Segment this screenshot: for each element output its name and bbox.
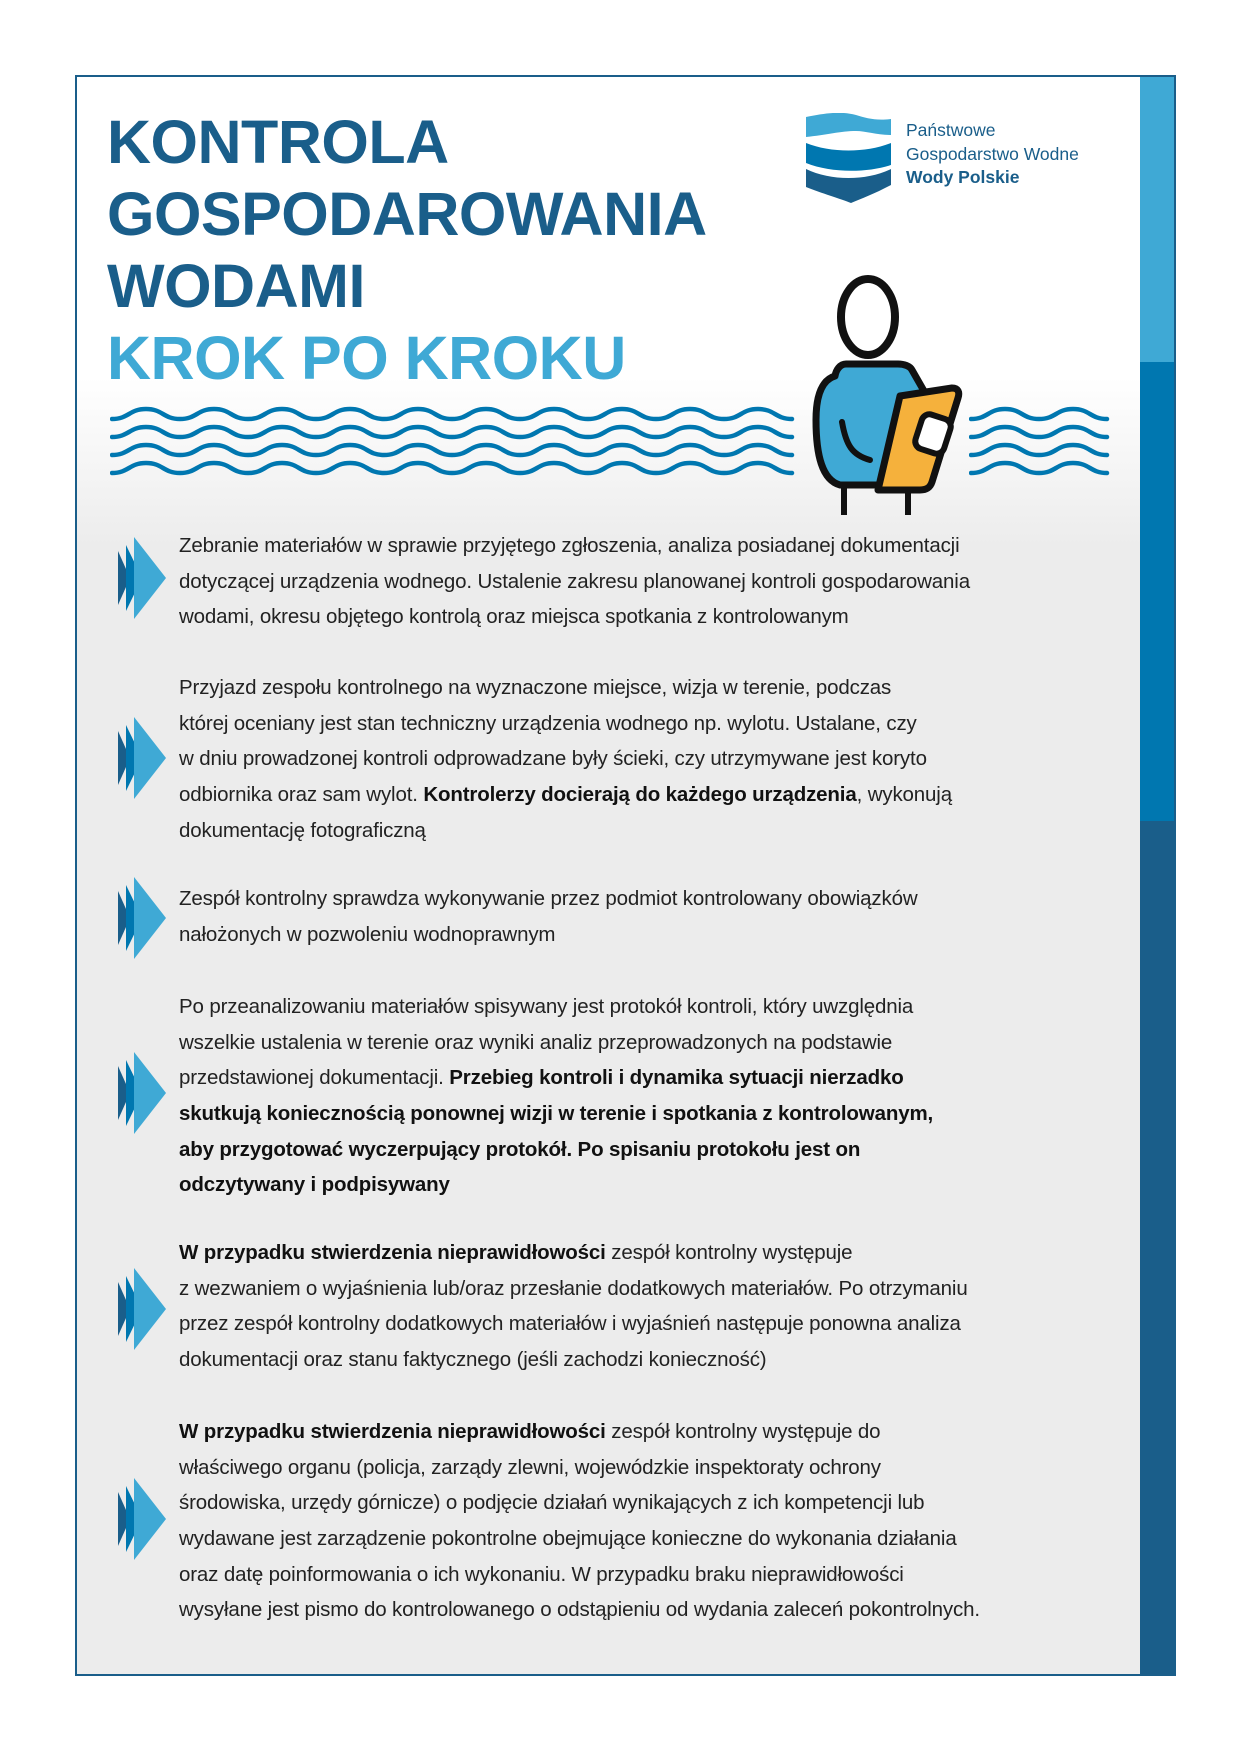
title-line: GOSPODAROWANIA xyxy=(107,180,707,248)
sidebar-dark-segment xyxy=(1140,821,1174,1674)
wave-line xyxy=(971,445,1107,455)
body-text: wysyłane jest pismo do kontrolowanego o odstąpieniu od wydania zaleceń pokontrolnych. xyxy=(179,1598,980,1622)
step-line xyxy=(179,1271,1119,1307)
step-line xyxy=(179,1485,1119,1521)
step-line xyxy=(179,813,1119,849)
step-arrow-icon xyxy=(116,1478,168,1560)
emphasis-text: W przypadku stwierdzenia nieprawidłowości xyxy=(179,1241,606,1264)
step-line xyxy=(179,1167,1119,1203)
step-arrow-icon xyxy=(116,717,168,799)
step-line xyxy=(179,1235,1119,1271)
step-text xyxy=(179,528,1119,635)
logo-line: Państwowe xyxy=(906,120,996,140)
sidebar-light-segment xyxy=(1140,77,1174,362)
body-text: Przyjazd zespołu kontrolnego na wyznaczone miejsce, wizja w terenie, podczas xyxy=(179,676,892,699)
body-text: , wykonują xyxy=(856,783,952,807)
wave-line xyxy=(112,445,792,455)
body-text: wydawane jest zarządzenie pokontrolne obejmujące konieczne do wykonania działania xyxy=(179,1527,957,1551)
step-text xyxy=(179,670,1119,848)
emphasis-text: Przebieg kontroli i dynamika sytuacji nierzadko xyxy=(449,1066,904,1090)
step-line xyxy=(179,917,1119,953)
step-line xyxy=(179,777,1119,813)
step-line xyxy=(179,599,1119,635)
body-text: z wezwaniem o wyjaśnienia lub/oraz przesłanie dodatkowych materiałów. Po otrzymaniu xyxy=(179,1276,968,1300)
body-text: dokumentację fotograficzną xyxy=(179,818,426,842)
step-text xyxy=(179,989,1119,1203)
title-line: KONTROLA xyxy=(107,108,449,176)
body-text: Zespół kontrolny sprawdza wykonywanie przez podmiot kontrolowany obowiązków xyxy=(179,887,918,910)
step-text xyxy=(179,1414,1119,1628)
step-line xyxy=(179,1592,1119,1628)
step-arrow-icon xyxy=(116,877,168,959)
wody-polskie-logo-icon xyxy=(806,113,896,203)
step-line xyxy=(179,1521,1119,1557)
emphasis-text: W przypadku stwierdzenia nieprawidłowości xyxy=(179,1420,606,1443)
wave-line xyxy=(112,409,792,419)
body-text: zespół kontrolny występuje do xyxy=(605,1420,881,1443)
step-line xyxy=(179,670,1119,706)
body-text: właściwego organu (policja, zarządy zlewni, wojewódzkie inspektoraty ochrony xyxy=(179,1455,881,1479)
page-subtitle: KROK PO KROKU xyxy=(107,324,626,392)
body-text: Po przeanalizowaniu materiałów spisywany jest protokół kontroli, który uwzględnia xyxy=(179,995,914,1018)
logo-line: Gospodarstwo Wodne xyxy=(906,143,1079,164)
inspector-with-clipboard-icon xyxy=(800,270,970,520)
title-line: WODAMI xyxy=(107,252,365,320)
wave-line xyxy=(971,463,1107,473)
page-title xyxy=(107,106,707,394)
step-text xyxy=(179,881,1119,952)
waves-left-icon xyxy=(110,405,800,485)
body-text: zespół kontrolny występuje xyxy=(605,1241,853,1264)
body-text: odbiornika oraz sam wylot. xyxy=(179,783,424,807)
waves-right-icon xyxy=(969,405,1114,485)
body-text: przez zespół kontrolny dodatkowych materiałów i wyjaśnień następuje ponowna analiza xyxy=(179,1312,961,1336)
step-arrow-icon xyxy=(116,537,168,619)
step-line xyxy=(179,1060,1119,1096)
logo-brand: Wody Polskie xyxy=(906,167,1020,187)
body-text: wodami, okresu objętego kontrolą oraz miejsca spotkania z kontrolowanym xyxy=(179,605,849,629)
body-text: dokumentacji oraz stanu faktycznego (jeśli zachodzi konieczność) xyxy=(179,1348,767,1372)
body-text: wszelkie ustalenia w terenie oraz wyniki analiz przeprowadzonych na podstawie xyxy=(179,1030,893,1054)
step-arrow-icon xyxy=(116,1052,168,1134)
color-sidebar xyxy=(1140,77,1174,1674)
step-line xyxy=(179,1414,1119,1450)
step-arrow-icon xyxy=(116,1268,168,1350)
step-line xyxy=(179,881,1119,917)
wave-line xyxy=(112,463,792,473)
step-line xyxy=(179,1132,1119,1168)
step-line xyxy=(179,1450,1119,1486)
emphasis-text: skutkują koniecznością ponownej wizji w terenie i spotkania z kontrolowanym, xyxy=(179,1102,934,1126)
step-line xyxy=(179,1342,1119,1378)
emphasis-text: odczytywany i podpisywany xyxy=(179,1173,450,1197)
emphasis-text: aby przygotować wyczerpujący protokół. Po spisaniu protokołu jest on xyxy=(179,1137,861,1161)
emphasis-text: Kontrolerzy docierają do każdego urządzenia xyxy=(423,783,857,807)
body-text: środowiska, urzędy górnicze) o podjęcie działań wynikających z ich kompetencji lub xyxy=(179,1491,925,1515)
wave-line xyxy=(112,427,792,437)
logo-text xyxy=(906,119,1079,190)
wave-line xyxy=(971,427,1107,437)
step-line xyxy=(179,1306,1119,1342)
step-line xyxy=(179,741,1119,777)
step-text xyxy=(179,1235,1119,1378)
body-text: nałożonych w pozwoleniu wodnoprawnym xyxy=(179,922,556,946)
step-line xyxy=(179,989,1119,1025)
body-text: w dniu prowadzonej kontroli odprowadzane były ścieki, czy utrzymywane jest koryto xyxy=(179,747,927,771)
step-line xyxy=(179,528,1119,564)
body-text: oraz datę poinformowania o ich wykonaniu. W przypadku braku nieprawidłowości xyxy=(179,1562,904,1586)
body-text: dotyczącej urządzenia wodnego. Ustalenie zakresu planowanej kontroli gospodarowania xyxy=(179,569,970,593)
body-text: Zebranie materiałów w sprawie przyjętego zgłoszenia, analiza posiadanej dokumentacji xyxy=(179,534,960,557)
body-text: której oceniany jest stan techniczny urządzenia wodnego np. wylotu. Ustalane, czy xyxy=(179,711,917,735)
step-line xyxy=(179,1096,1119,1132)
step-line xyxy=(179,1557,1119,1593)
step-line xyxy=(179,564,1119,600)
step-line xyxy=(179,1025,1119,1061)
sidebar-mid-segment xyxy=(1140,362,1174,821)
step-line xyxy=(179,706,1119,742)
wave-line xyxy=(971,409,1107,419)
body-text: przedstawionej dokumentacji. xyxy=(179,1066,450,1090)
